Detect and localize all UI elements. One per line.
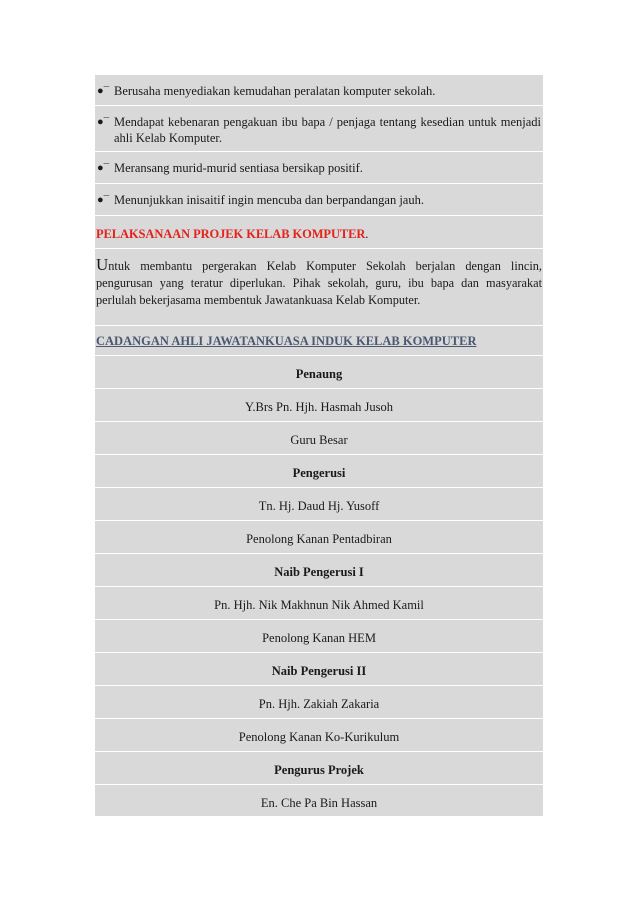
bullet-icon: ●¯	[97, 85, 110, 97]
bullet-text: Meransang murid-murid sentiasa bersikap positif.	[114, 161, 363, 175]
committee-name: Pn. Hjh. Nik Makhnun Nik Ahmed Kamil	[95, 587, 543, 620]
committee-title: Pengurus Projek	[95, 752, 543, 785]
bullet-icon: ●¯	[97, 116, 110, 128]
bullet-icon: ●¯	[97, 194, 110, 206]
document-body	[95, 75, 543, 817]
paragraph-text: ntuk membantu pergerakan Kelab Komputer Sekolah berjalan dengan lincin, pengurusan yang teratur diperlukan. Pihak sekolah, guru, ibu bapa dan masyarakat perlulah bekerjasama membentuk Jawatankuasa Kelab Komputer.	[96, 259, 542, 307]
committee-title: Naib Pengerusi II	[95, 653, 543, 686]
bullet-item	[95, 75, 543, 106]
committee-title: Naib Pengerusi I	[95, 554, 543, 587]
committee-name: Tn. Hj. Daud Hj. Yusoff	[95, 488, 543, 521]
heading-period: .	[365, 227, 369, 241]
committee-name: Y.Brs Pn. Hjh. Hasmah Jusoh	[95, 389, 543, 422]
bullet-text: Menunjukkan inisaitif ingin mencuba dan berpandangan jauh.	[114, 193, 424, 207]
committee-role: Penolong Kanan HEM	[95, 620, 543, 653]
committee-name: Pn. Hjh. Zakiah Zakaria	[95, 686, 543, 719]
committee-title: Pengerusi	[95, 455, 543, 488]
bullet-item	[95, 106, 543, 152]
drop-initial: U	[96, 255, 109, 274]
section-heading-pelaksanaan	[95, 216, 543, 249]
committee-role: Penolong Kanan Ko-Kurikulum	[95, 719, 543, 752]
committee-name: En. Che Pa Bin Hassan	[95, 785, 543, 817]
committee-title: Penaung	[95, 356, 543, 389]
committee-role: Penolong Kanan Pentadbiran	[95, 521, 543, 554]
bullet-text: Berusaha menyediakan kemudahan peralatan komputer sekolah.	[114, 84, 436, 98]
bullet-item	[95, 152, 543, 184]
heading-text: PELAKSANAAN PROJEK KELAB KOMPUTER	[96, 227, 366, 241]
bullet-icon: ●¯	[97, 162, 110, 174]
section-heading-cadangan: CADANGAN AHLI JAWATANKUASA INDUK KELAB KOMPUTER	[95, 326, 543, 356]
bullet-text: Mendapat kebenaran pengakuan ibu bapa / penjaga tentang kesedian untuk menjadi ahli Kelab Komputer.	[114, 115, 541, 145]
intro-paragraph	[95, 249, 543, 326]
committee-role: Guru Besar	[95, 422, 543, 455]
bullet-item	[95, 184, 543, 216]
